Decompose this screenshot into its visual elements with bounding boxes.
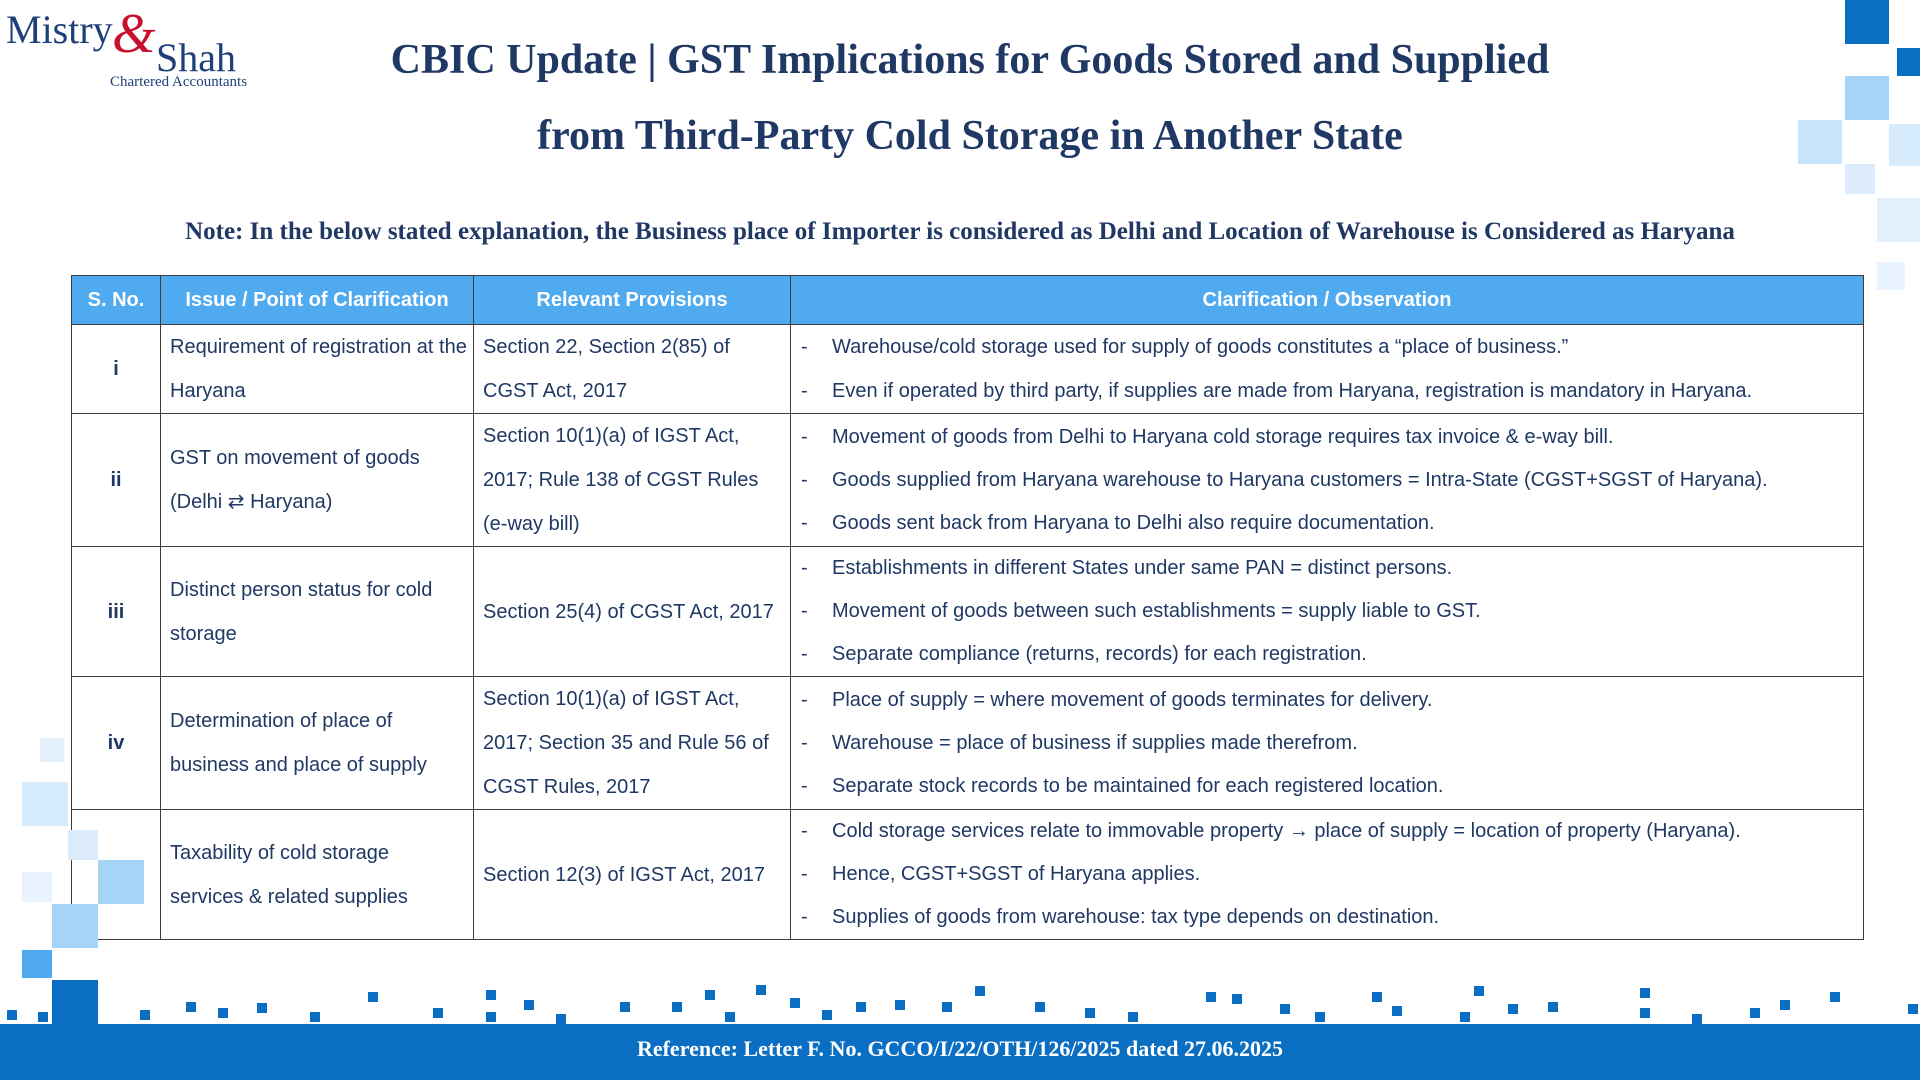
clarification-point xyxy=(801,369,1863,413)
decor-square xyxy=(7,1010,17,1020)
point-text: Goods supplied from Haryana warehouse to Haryana customers = Intra-State (CGST+SGST of Haryana). xyxy=(832,468,1768,491)
decor-square xyxy=(1845,76,1889,120)
logo-subtitle: Chartered Accountants xyxy=(110,74,248,90)
decor-square xyxy=(822,1010,832,1020)
page-title xyxy=(300,22,1640,174)
bullet-dash: - xyxy=(801,425,808,448)
bullet-dash: - xyxy=(801,468,808,491)
decor-square xyxy=(1780,1000,1790,1010)
row-issue: Determination of place of business and place of supply xyxy=(161,677,474,810)
point-text: Separate stock records to be maintained for each registered location. xyxy=(832,774,1444,797)
clarification-point xyxy=(801,810,1863,853)
decor-square xyxy=(942,1002,952,1012)
decor-square xyxy=(98,860,144,904)
decor-square xyxy=(1889,124,1920,166)
decor-square xyxy=(705,990,715,1000)
decor-square xyxy=(975,986,985,996)
row-provisions: Section 22, Section 2(85) of CGST Act, 2017 xyxy=(474,325,791,414)
bullet-dash: - xyxy=(801,863,808,885)
clarification-point xyxy=(801,853,1863,896)
decor-square xyxy=(1206,992,1216,1002)
decor-square xyxy=(1315,1012,1325,1022)
logo-word-shah: Shah xyxy=(156,35,236,80)
decor-square xyxy=(40,738,64,762)
table-header-row xyxy=(72,276,1864,325)
point-text: Hence, CGST+SGST of Haryana applies. xyxy=(832,863,1201,885)
decor-square xyxy=(756,985,766,995)
logo-ampersand: & xyxy=(112,3,156,65)
decor-square xyxy=(22,782,68,826)
decor-square xyxy=(1085,1008,1095,1018)
title-line-2: from Third-Party Cold Storage in Another State xyxy=(537,113,1403,159)
row-provisions: Section 25(4) of CGST Act, 2017 xyxy=(474,547,791,677)
logo-word-mistry: Mistry xyxy=(6,7,113,52)
bullet-dash: - xyxy=(801,774,808,797)
header-provisions: Relevant Provisions xyxy=(474,276,791,325)
decor-square xyxy=(368,992,378,1002)
row-clarification xyxy=(791,810,1864,940)
decor-square xyxy=(186,1002,196,1012)
title-line-1: CBIC Update | GST Implications for Goods Stored and Supplied xyxy=(390,37,1550,83)
point-text: Even if operated by third party, if supplies are made from Haryana, registration is mandatory in Haryana. xyxy=(832,380,1753,402)
clarification-point xyxy=(801,459,1863,502)
decor-square xyxy=(38,1012,48,1022)
row-provisions: Section 12(3) of IGST Act, 2017 xyxy=(474,810,791,940)
decor-square xyxy=(1548,1002,1558,1012)
footer-reference: Reference: Letter F. No. GCCO/I/22/OTH/126/2025 dated 27.06.2025 xyxy=(0,1024,1920,1080)
decor-square xyxy=(22,950,52,978)
decor-square xyxy=(725,1012,735,1022)
decor-square xyxy=(140,1010,150,1020)
decor-square xyxy=(790,998,800,1008)
clarification-point xyxy=(801,765,1863,808)
decor-square xyxy=(1640,988,1650,998)
clarification-point xyxy=(801,502,1863,545)
decor-square xyxy=(1877,262,1905,290)
decor-square xyxy=(486,1012,496,1022)
row-issue: Requirement of registration at the Haryana xyxy=(161,325,474,414)
bullet-dash: - xyxy=(801,731,808,754)
clarification-point xyxy=(801,722,1863,765)
decor-square xyxy=(1845,164,1875,194)
decor-square xyxy=(524,1000,534,1010)
row-provisions: Section 10(1)(a) of IGST Act, 2017; Section 35 and Rule 56 of CGST Rules, 2017 xyxy=(474,677,791,810)
decor-square xyxy=(856,1002,866,1012)
point-text: Cold storage services relate to immovable property → place of supply = location of property (Haryana). xyxy=(832,820,1741,842)
clarification-point xyxy=(801,416,1863,459)
decor-square xyxy=(22,872,52,902)
row-issue: Distinct person status for cold storage xyxy=(161,547,474,677)
row-provisions: Section 10(1)(a) of IGST Act, 2017; Rule 138 of CGST Rules (e-way bill) xyxy=(474,414,791,547)
decor-square xyxy=(486,990,496,1000)
bullet-dash: - xyxy=(801,688,808,711)
table-row xyxy=(72,325,1864,414)
header-issue: Issue / Point of Clarification xyxy=(161,276,474,325)
decor-square xyxy=(68,830,98,860)
bullet-dash: - xyxy=(801,511,808,534)
point-text: Place of supply = where movement of goods terminates for delivery. xyxy=(832,688,1433,711)
decor-square xyxy=(433,1008,443,1018)
decor-square xyxy=(1897,48,1920,76)
decor-square xyxy=(1750,1008,1760,1018)
row-sno: ii xyxy=(72,414,161,547)
clarification-point xyxy=(801,590,1863,633)
decor-square xyxy=(52,980,98,1024)
decor-square xyxy=(1280,1004,1290,1014)
point-text: Separate compliance (returns, records) for each registration. xyxy=(832,643,1367,665)
point-text: Supplies of goods from warehouse: tax type depends on destination. xyxy=(832,906,1440,928)
clarification-table xyxy=(71,275,1864,940)
row-issue: GST on movement of goods (Delhi ⇄ Haryana) xyxy=(161,414,474,547)
row-sno: i xyxy=(72,325,161,414)
clarification-point xyxy=(801,325,1863,369)
bullet-dash: - xyxy=(801,600,808,622)
decor-square xyxy=(310,1012,320,1022)
point-text: Movement of goods from Delhi to Haryana cold storage requires tax invoice & e-way bill. xyxy=(832,425,1614,448)
decor-square xyxy=(1474,986,1484,996)
decor-square xyxy=(620,1002,630,1012)
decor-square xyxy=(1640,1008,1650,1018)
row-clarification xyxy=(791,414,1864,547)
decor-square xyxy=(1035,1002,1045,1012)
decor-square xyxy=(1392,1006,1402,1016)
decor-square xyxy=(1460,1012,1470,1022)
table-row xyxy=(72,810,1864,940)
decor-square xyxy=(895,1000,905,1010)
bullet-dash: - xyxy=(801,380,808,402)
clarification-point xyxy=(801,679,1863,722)
note-text: Note: In the below stated explanation, the Business place of Importer is considered as Delhi and Location of Warehouse is Considered as Haryana xyxy=(185,218,1735,245)
row-issue: Taxability of cold storage services & related supplies xyxy=(161,810,474,940)
decor-square xyxy=(257,1003,267,1013)
row-sno: iii xyxy=(72,547,161,677)
point-text: Goods sent back from Haryana to Delhi also require documentation. xyxy=(832,511,1435,534)
point-text: Movement of goods between such establishments = supply liable to GST. xyxy=(832,600,1481,622)
decor-square xyxy=(1128,1012,1138,1022)
point-text: Warehouse/cold storage used for supply of goods constitutes a “place of business.” xyxy=(832,336,1569,358)
clarification-point xyxy=(801,633,1863,676)
point-text: Warehouse = place of business if supplies made therefrom. xyxy=(832,731,1358,754)
company-logo xyxy=(6,3,266,94)
header-clarification: Clarification / Observation xyxy=(791,276,1864,325)
clarification-point xyxy=(801,896,1863,939)
decor-square xyxy=(556,1014,566,1024)
decor-square xyxy=(52,904,98,948)
clarification-point xyxy=(801,547,1863,590)
row-clarification xyxy=(791,325,1864,414)
table-row xyxy=(72,677,1864,810)
decor-square xyxy=(1908,1004,1918,1014)
bullet-dash: - xyxy=(801,336,808,358)
decor-square xyxy=(1830,992,1840,1002)
table-row xyxy=(72,547,1864,677)
table-row xyxy=(72,414,1864,547)
decor-square xyxy=(1692,1014,1702,1024)
point-text: Establishments in different States under same PAN = distinct persons. xyxy=(832,557,1453,579)
bullet-dash: - xyxy=(801,906,808,928)
decor-square xyxy=(1508,1004,1518,1014)
row-clarification xyxy=(791,547,1864,677)
bullet-dash: - xyxy=(801,557,808,579)
bullet-dash: - xyxy=(801,820,808,842)
header-sno: S. No. xyxy=(72,276,161,325)
decor-square xyxy=(672,1002,682,1012)
decor-square xyxy=(1232,994,1242,1004)
decor-square xyxy=(1372,992,1382,1002)
decor-square xyxy=(218,1008,228,1018)
decor-square xyxy=(1877,198,1920,242)
decor-square xyxy=(1798,120,1842,164)
decor-square xyxy=(1845,0,1889,44)
bullet-dash: - xyxy=(801,643,808,665)
row-clarification xyxy=(791,677,1864,810)
row-sno: iv xyxy=(72,677,161,810)
